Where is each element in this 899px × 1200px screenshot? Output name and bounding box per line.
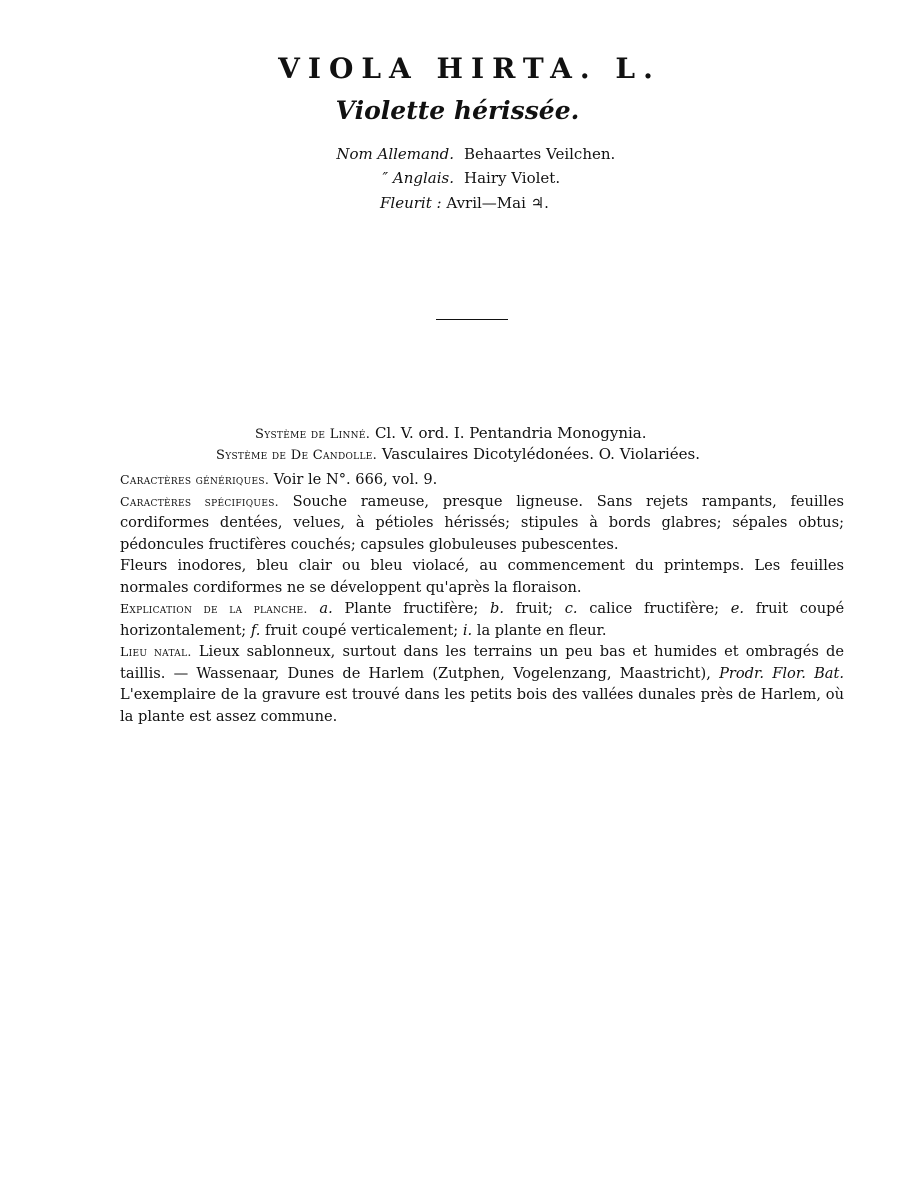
section-label: Lieu natal. [120,644,192,659]
figure-text: fruit; [515,600,553,617]
flowering-period [380,194,549,212]
system-text: Vasculaires Dicotylédonées. O. Violariées. [381,445,701,463]
section-text: L'exemplaire de la gravure est trouvé dans les petits bois des vallées dunales près de Harlem, où la plante est assez commune. [120,686,844,725]
figure-letter: a. [319,600,333,617]
native-habitat [120,641,844,727]
system-text: Cl. V. ord. I. Pentandria Monogynia. [374,424,647,442]
figure-letter: e. [730,600,745,617]
system-linne [255,424,647,442]
figure-text: calice fructifère; [589,600,720,617]
flowering-value: Avril—Mai ♃. [446,194,549,212]
flowers-paragraph: Fleurs inodores, bleu clair ou bleu violacé, au commencement du printemps. Les feuilles normales cordiformes ne se développent qu'après la floraison. [120,557,844,596]
page-title: VIOLA HIRTA. L. [278,52,661,85]
plate-explanation [120,598,844,641]
system-candolle [216,445,700,463]
section-label: Explication de la planche. [120,601,308,616]
name-value: Hairy Violet. [464,169,561,187]
section-label: Caractères spécifiques. [120,493,279,509]
name-value: Behaartes Veilchen. [464,145,616,163]
name-label: ″ Anglais. [382,169,454,187]
figure-text: fruit coupé horizontalement; [120,600,845,639]
figure-letter: b. [490,600,505,617]
system-label: Système de De Candolle. [216,448,378,463]
figure-text: Plante fructifère; [344,600,479,617]
figure-letter: f. [250,621,261,639]
reference: Prodr. Flor. Bat. [719,664,845,682]
section-text: Voir le N°. 666, vol. 9. [273,471,438,488]
generic-characters [120,469,844,491]
figure-letter: i. [462,621,473,639]
system-label: Système de Linné. [255,427,371,442]
common-names [330,142,615,190]
section-text: Lieux sablonneux, surtout dans les terrains un peu bas et humides et ombragés de taillis. — Wassenaar, Dunes de Harlem (Zutphen, Vogelenzang, Maastricht), [120,643,845,682]
figure-text: fruit coupé verticalement; [265,621,459,639]
section-label: Caractères génériques. [120,472,270,487]
divider [436,319,508,320]
name-row-german [330,142,615,166]
name-label: Nom Allemand. [336,145,454,163]
section-text: Souche rameuse, presque ligneuse. Sans rejets rampants, feuilles cordiformes dentées, velues, à pétioles hérissés; stipules à bords glabres; sépales obtus; pédoncules fructifères couchés; capsules globuleuses pubescentes. [120,492,845,553]
page-subtitle: Violette hérissée. [335,96,580,125]
figure-text: la plante en fleur. [476,621,607,639]
flowering-label: Fleurit : [380,194,442,212]
figure-letter: c. [564,600,578,617]
description-body [120,469,844,727]
specific-characters [120,491,844,556]
name-row-english [330,166,615,190]
